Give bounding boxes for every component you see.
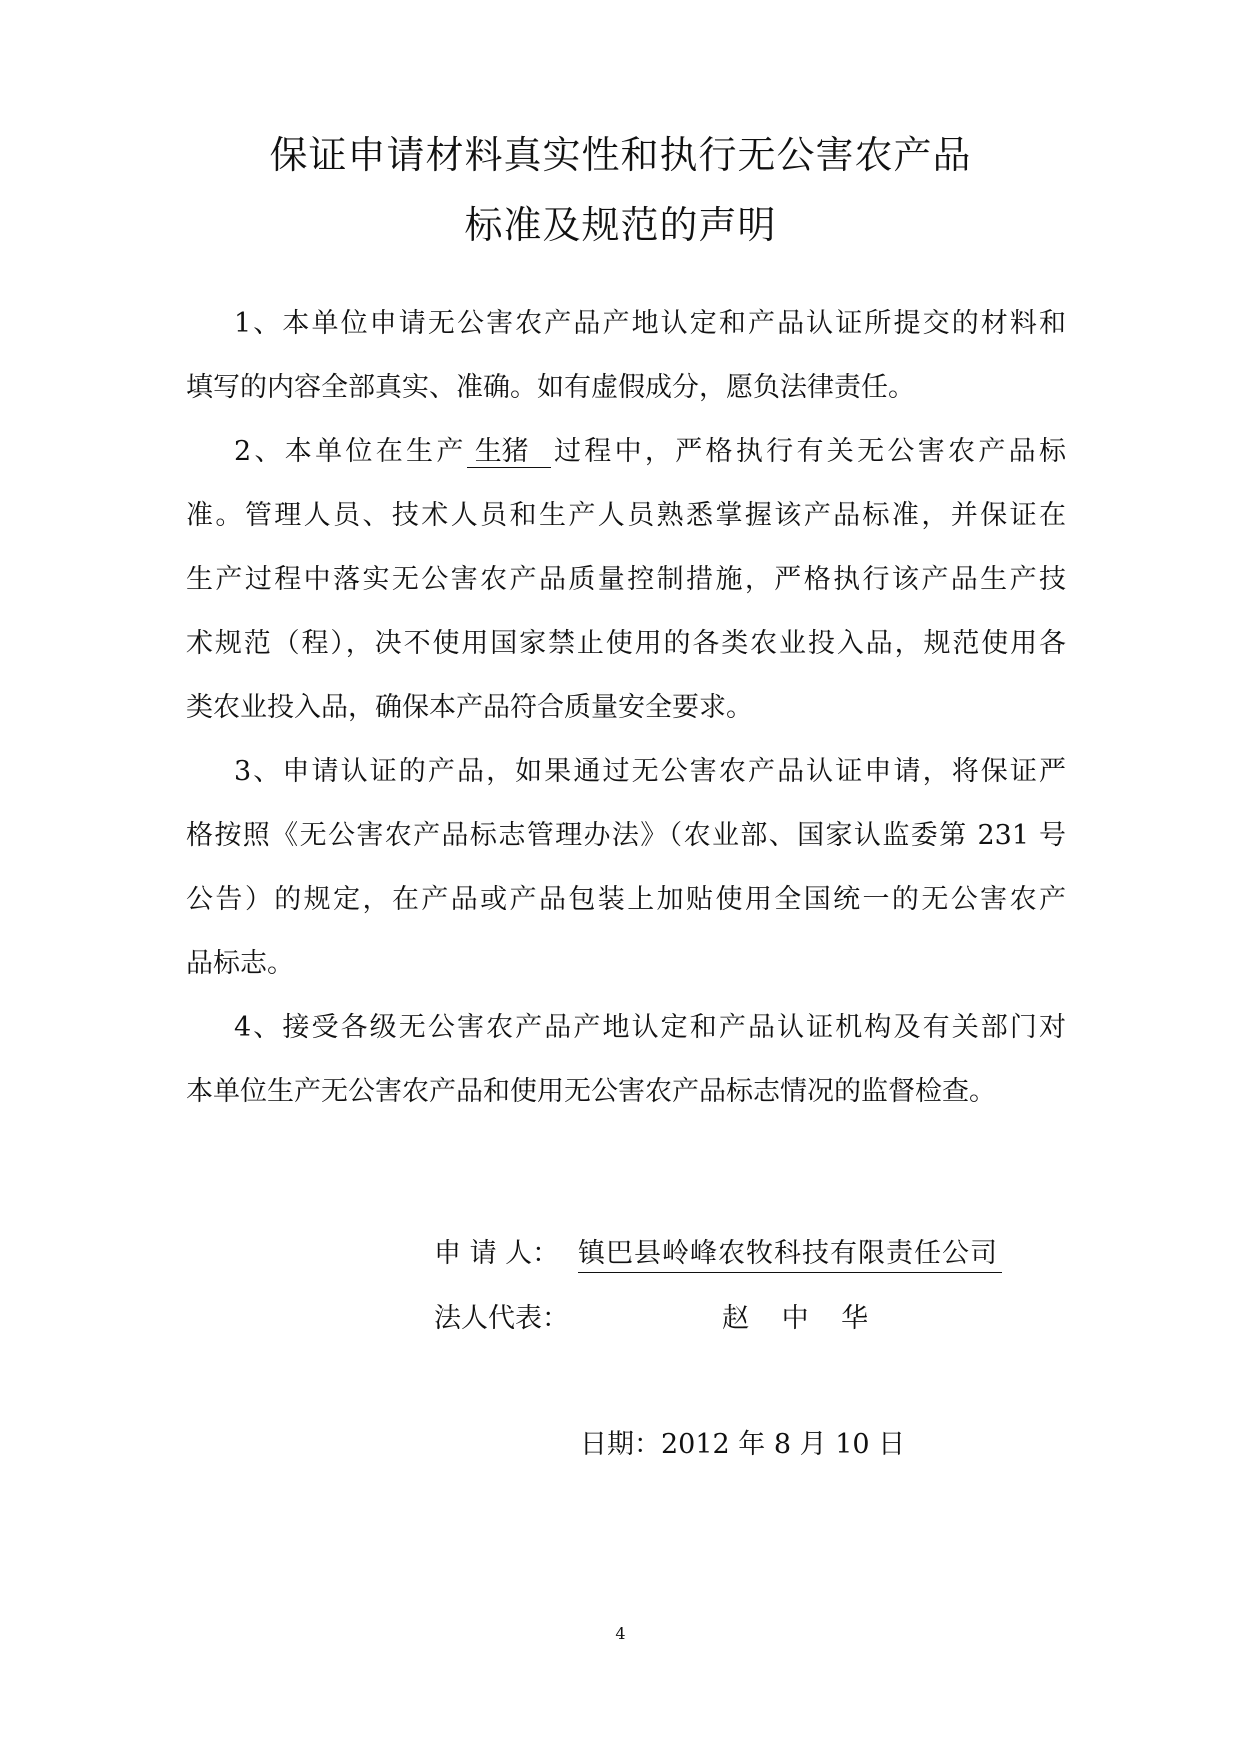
clause-1-line-1: 1、本单位申请无公害农产品产地认定和产品认证所提交的材料和 [234, 308, 1066, 339]
clause-3-line-1: 3、申请认证的产品，如果通过无公害农产品认证申请，将保证严 [234, 756, 1066, 787]
legal-rep-name: 赵 中 华 [722, 1303, 881, 1334]
clause-3-line-3: 公告）的规定，在产品或产品包装上加贴使用全国统一的无公害农产 [186, 884, 1066, 915]
applicant-name: 镇巴县岭峰农牧科技有限责任公司 [578, 1236, 1002, 1273]
signature-date: 日期：2012 年 8 月 10 日 [580, 1429, 906, 1460]
clause-2-line-5: 类农业投入品，确保本产品符合质量安全要求。 [186, 692, 753, 723]
legal-rep-label: 法人代表： [434, 1303, 569, 1334]
clause-3-line-2: 格按照《无公害农产品标志管理办法》（农业部、国家认监委第 231 号 [186, 820, 1066, 851]
clause-2-line-2: 准。管理人员、技术人员和生产人员熟悉掌握该产品标准，并保证在 [186, 500, 1066, 531]
clause-2-text-after: 过程中，严格执行有关无公害农产品标 [550, 436, 1066, 467]
applicant-label: 申 请 人： [434, 1238, 560, 1269]
clause-2-line-1 [234, 434, 1066, 470]
document-title-line-1: 保证申请材料真实性和执行无公害农产品 [269, 133, 972, 177]
clause-2-line-4: 术规范（程），决不使用国家禁止使用的各类农业投入品，规范使用各 [186, 628, 1066, 659]
product-name-field: 生猪 [467, 437, 551, 468]
document-title-line-2: 标准及规范的声明 [464, 203, 777, 247]
clause-1-line-2: 填写的内容全部真实、准确。如有虚假成分，愿负法律责任。 [186, 372, 915, 403]
clause-2-line-3: 生产过程中落实无公害农产品质量控制措施，严格执行该产品生产技 [186, 564, 1066, 595]
clause-3-line-4: 品标志。 [186, 948, 294, 979]
clause-4-line-1: 4、接受各级无公害农产品产地认定和产品认证机构及有关部门对 [234, 1012, 1066, 1043]
clause-4-line-2: 本单位生产无公害农产品和使用无公害农产品标志情况的监督检查。 [186, 1076, 996, 1107]
page-number: 4 [615, 1624, 626, 1643]
clause-2-text-before: 2、本单位在生产 [234, 436, 467, 467]
